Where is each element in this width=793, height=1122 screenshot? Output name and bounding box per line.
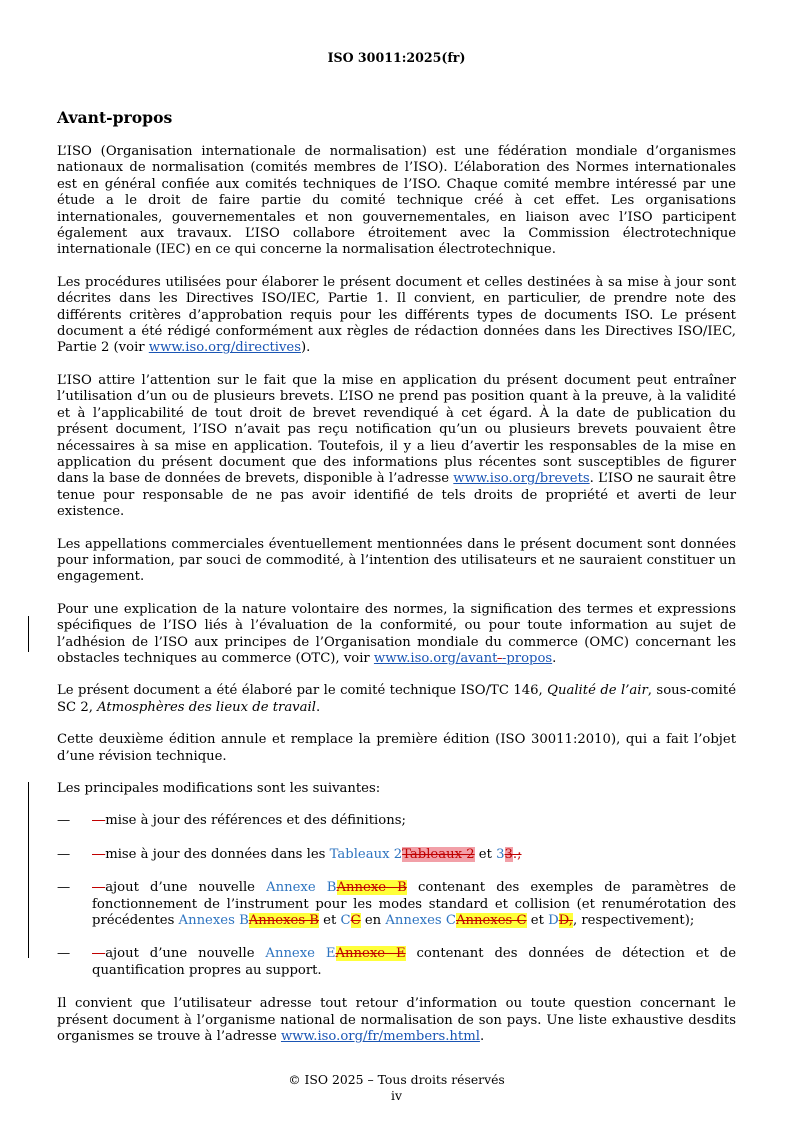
foreword-link[interactable]: www.iso.org/avant--propos	[373, 650, 553, 666]
paragraph-procedures: Les procédures utilisées pour élaborer le présent document et celles destinées à sa mise à jour sont décrites dans les Directives ISO/IEC, Partie 1. Il convient, en particulier, de prendre note des différents critères d’approbation requis pour les différents types de documents ISO. Le présent document a été rédigé conformément aux règles de rédaction données dans les Directives ISO/IEC, Partie 2 (voir www.iso.org/directives).	[57, 274, 736, 356]
deleted-text: Annexe B	[336, 880, 407, 896]
list-item: — —mise à jour des références et des définitions;	[57, 813, 406, 829]
paragraph-voluntary-nature: Pour une explication de la nature volontaire des normes, la signification des termes et expressions spécifiques de l’ISO liés à l’évaluation de la conformité, ou pour toute information au sujet de l’adhésion de l’ISO aux principes de l’Organisation mondiale du commerce (OMC) concernant les obstacles techniques au commerce (OTC), voir www.iso.org/avant--propos.	[57, 601, 736, 666]
change-bar	[28, 782, 29, 958]
inserted-xref[interactable]: Annexes C	[385, 913, 456, 929]
deleted-text: —	[92, 813, 106, 829]
section-title: Avant-propos	[57, 108, 173, 127]
copyright-notice: © ISO 2025 – Tous droits réservés	[288, 1072, 505, 1087]
dash-marker: —	[57, 813, 71, 829]
inserted-xref[interactable]: Annexe B	[266, 880, 337, 896]
list-item: — —ajout d’une nouvelle Annexe EAnnexe E contenant des données de détection et de quantification propres au support.	[57, 946, 737, 978]
inserted-xref[interactable]: D	[548, 913, 559, 929]
inserted-xref[interactable]: Annexe E	[265, 946, 336, 962]
deleted-text: —	[92, 946, 106, 962]
dash-marker: —	[57, 846, 71, 862]
paragraph-committee: Le présent document a été élaboré par le comité technique ISO/TC 146, Qualité de l’air, sous-comité SC 2, Atmosphères des lieux de travail.	[57, 683, 736, 715]
inserted-xref[interactable]: 3	[496, 846, 505, 862]
deleted-text: -	[497, 650, 502, 666]
deleted-text: Annexe E	[335, 946, 406, 962]
document-id: ISO 30011:2025(fr)	[327, 50, 466, 65]
deleted-text: C	[350, 913, 361, 929]
paragraph-changes-intro: Les principales modifications sont les suivantes:	[57, 781, 381, 796]
deleted-text: .;	[512, 846, 522, 862]
deleted-text: —	[92, 846, 106, 862]
paragraph-patents: L’ISO attire l’attention sur le fait que la mise en application du présent document peut entraîner l’utilisation d’un ou de plusieurs brevets. L’ISO ne prend pas position quant à la preuve, à la validité et à l’applicabilité de tout droit de brevet revendiqué à cet égard. À la date de publication du présent document, l’ISO n’avait pas reçu notification qu’un ou plusieurs brevets pouvaient être nécessaires à sa mise en application. Toutefois, il y a lieu d’avertir les responsables de la mise en application du présent document que des informations plus récentes sont susceptibles de figurer dans la base de données de brevets, disponible à l’adresse www.iso.org/brevets. L’ISO ne saurait être tenue pour responsable de ne pas avoir identifié de tels droits de propriété et averti de leur existence.	[57, 372, 737, 520]
page-footer	[0, 1072, 793, 1104]
deleted-text: —	[92, 880, 106, 896]
page-number: iv	[391, 1088, 402, 1103]
paragraph-iso-intro: L’ISO (Organisation internationale de normalisation) est une fédération mondiale d’organismes nationaux de normalisation (comités membres de l’ISO). L’élaboration des Normes internationales est en général confiée aux comités techniques de l’ISO. Chaque comité membre intéressé par une étude a le droit de faire partie du comité technique créé à cet effet. Les organisations internationales, gouvernementales et non gouvernementales, en liaison avec l’ISO participent également aux travaux. L’ISO collabore étroitement avec la Commission électrotechnique internationale (IEC) en ce qui concerne la normalisation électrotechnique.	[57, 144, 736, 258]
inserted-xref[interactable]: C	[340, 913, 351, 929]
changes-list	[57, 813, 736, 979]
paragraph-feedback: Il convient que l’utilisateur adresse tout retour d’information ou toute question concernant le présent document à l’organisme national de normalisation de son pays. Une liste exhaustive desdits organismes se trouve à l’adresse www.iso.org/fr/members.html.	[57, 996, 736, 1045]
list-item: — —mise à jour des données dans les Tableaux 2Tableaux 2 et 33.;	[57, 846, 522, 862]
deleted-text: Tableaux 2	[402, 846, 475, 862]
change-bar	[28, 616, 29, 652]
deleted-text: Annexes B	[248, 913, 319, 929]
deleted-text: Annexes C	[455, 913, 527, 929]
paragraph-edition: Cette deuxième édition annule et remplace la première édition (ISO 30011:2010), qui a fait l’objet d’une révision technique.	[57, 732, 736, 764]
dash-marker: —	[57, 880, 71, 896]
deleted-text: D,	[558, 913, 573, 929]
foreword-section	[57, 108, 736, 1061]
members-link[interactable]: www.iso.org/fr/members.html	[280, 1029, 480, 1045]
dash-marker: —	[57, 946, 71, 962]
document-header	[0, 50, 793, 66]
inserted-xref[interactable]: Annexes B	[178, 913, 249, 929]
deleted-text: 3	[504, 846, 513, 862]
list-item: — —ajout d’une nouvelle Annexe BAnnexe B contenant des exemples de paramètres de fonctionnement de l’instrument pour les modes standard et collision (et renumérotation des précédentes Annexes BAnnexes B et CC en Annexes CAnnexes C et DD,, respectivement);	[57, 880, 736, 929]
inserted-xref[interactable]: Tableaux 2	[329, 846, 403, 862]
patents-link[interactable]: www.iso.org/brevets	[453, 471, 590, 487]
directives-link[interactable]: www.iso.org/directives	[148, 340, 301, 356]
paragraph-trade-names: Les appellations commerciales éventuellement mentionnées dans le présent document sont données pour information, par souci de commodité, à l’intention des utilisateurs et ne sauraient constituer un engagement.	[57, 536, 736, 585]
